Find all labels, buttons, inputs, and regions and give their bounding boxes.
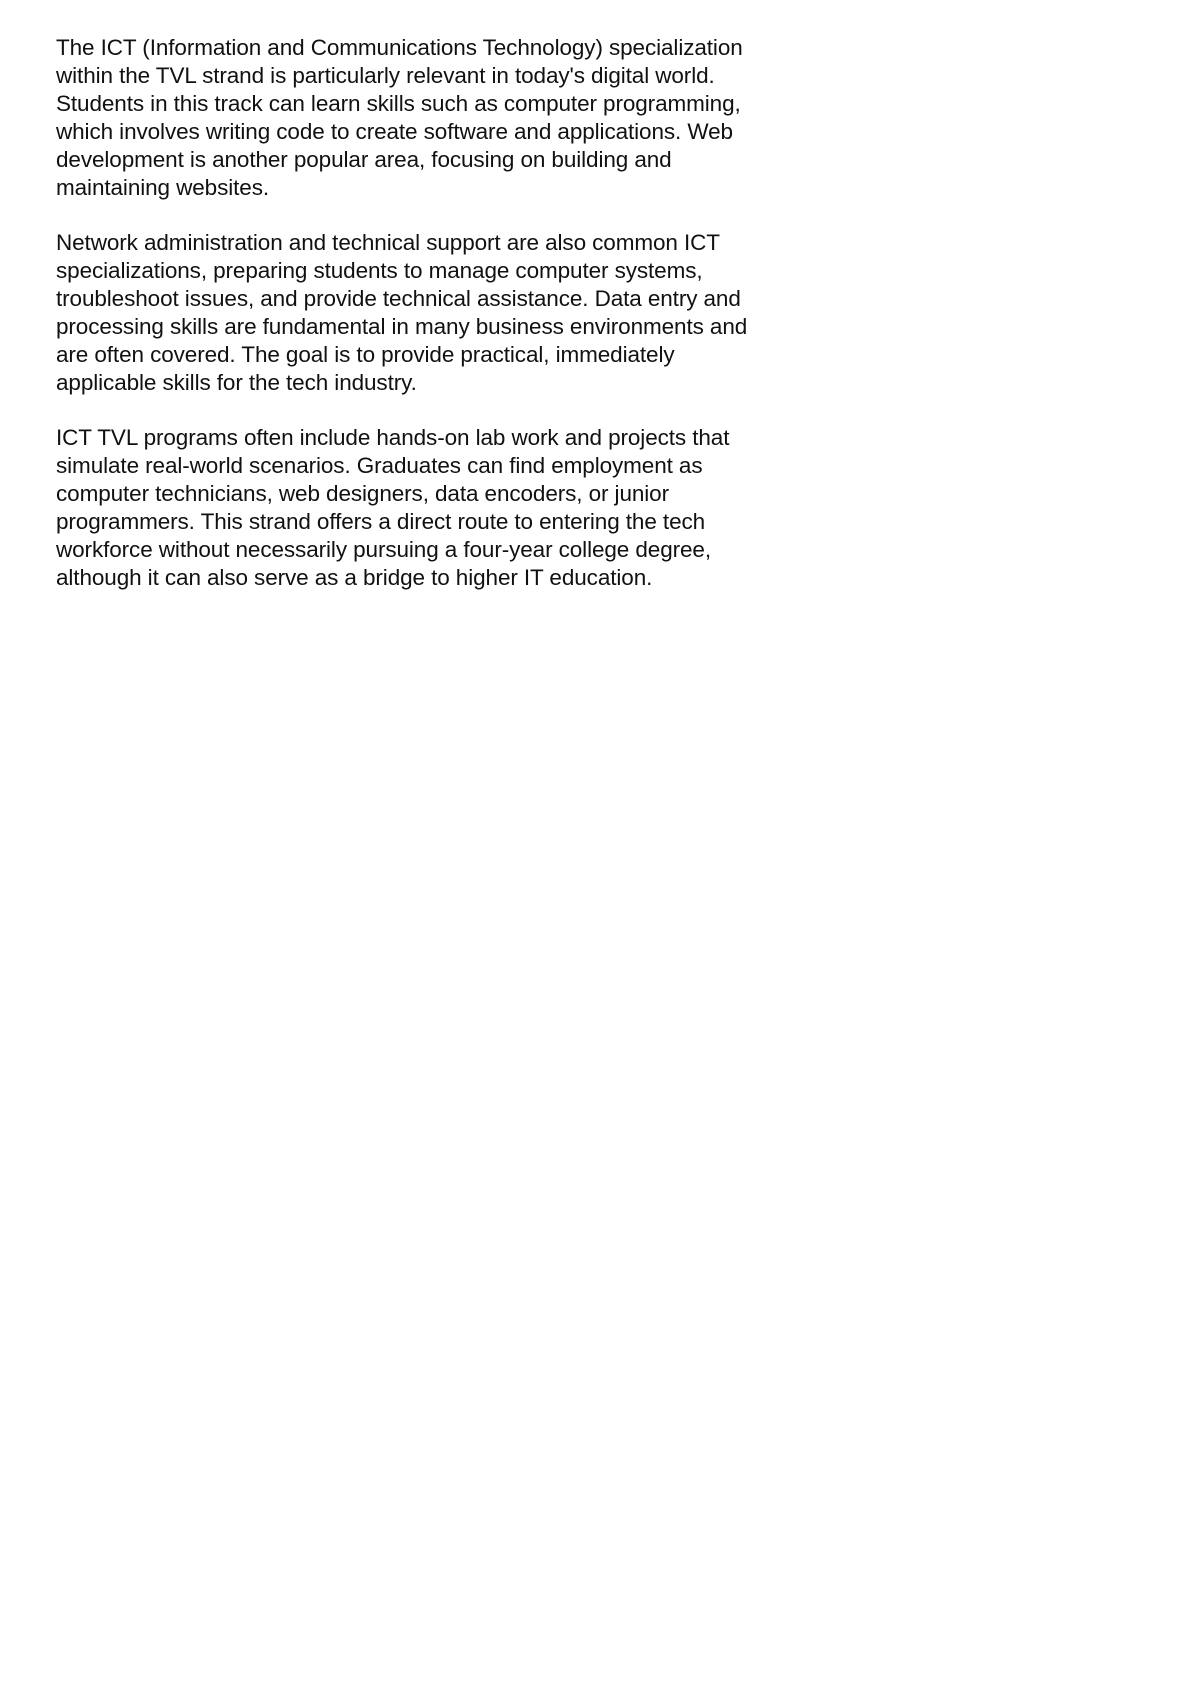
text-line: applicable skills for the tech industry.	[56, 370, 417, 395]
text-line: are often covered. The goal is to provide practical, immediately	[56, 342, 675, 367]
text-line: programmers. This strand offers a direct route to entering the tech	[56, 509, 706, 534]
text-line: maintaining websites.	[56, 175, 270, 200]
text-line: Network administration and technical support are also common ICT	[56, 230, 720, 255]
paragraph-career-paths	[56, 424, 886, 592]
text-line: which involves writing code to create software and applications. Web	[56, 119, 733, 144]
text-line: ICT TVL programs often include hands-on lab work and projects that	[56, 425, 730, 450]
paragraph-network-support	[56, 229, 886, 397]
text-line: within the TVL strand is particularly relevant in today's digital world.	[56, 63, 715, 88]
text-line: The ICT (Information and Communications Technology) specialization	[56, 35, 743, 60]
text-line: workforce without necessarily pursuing a four-year college degree,	[56, 537, 711, 562]
text-line: specializations, preparing students to manage computer systems,	[56, 258, 703, 283]
text-line: development is another popular area, focusing on building and	[56, 147, 672, 172]
text-line: Students in this track can learn skills such as computer programming,	[56, 91, 741, 116]
paragraph-ict-specialization	[56, 34, 886, 202]
text-line: processing skills are fundamental in many business environments and	[56, 314, 748, 339]
text-line: troubleshoot issues, and provide technical assistance. Data entry and	[56, 286, 741, 311]
document-text	[56, 34, 886, 592]
text-line: computer technicians, web designers, data encoders, or junior	[56, 481, 669, 506]
text-line: simulate real-world scenarios. Graduates can find employment as	[56, 453, 703, 478]
text-line: although it can also serve as a bridge to higher IT education.	[56, 565, 653, 590]
